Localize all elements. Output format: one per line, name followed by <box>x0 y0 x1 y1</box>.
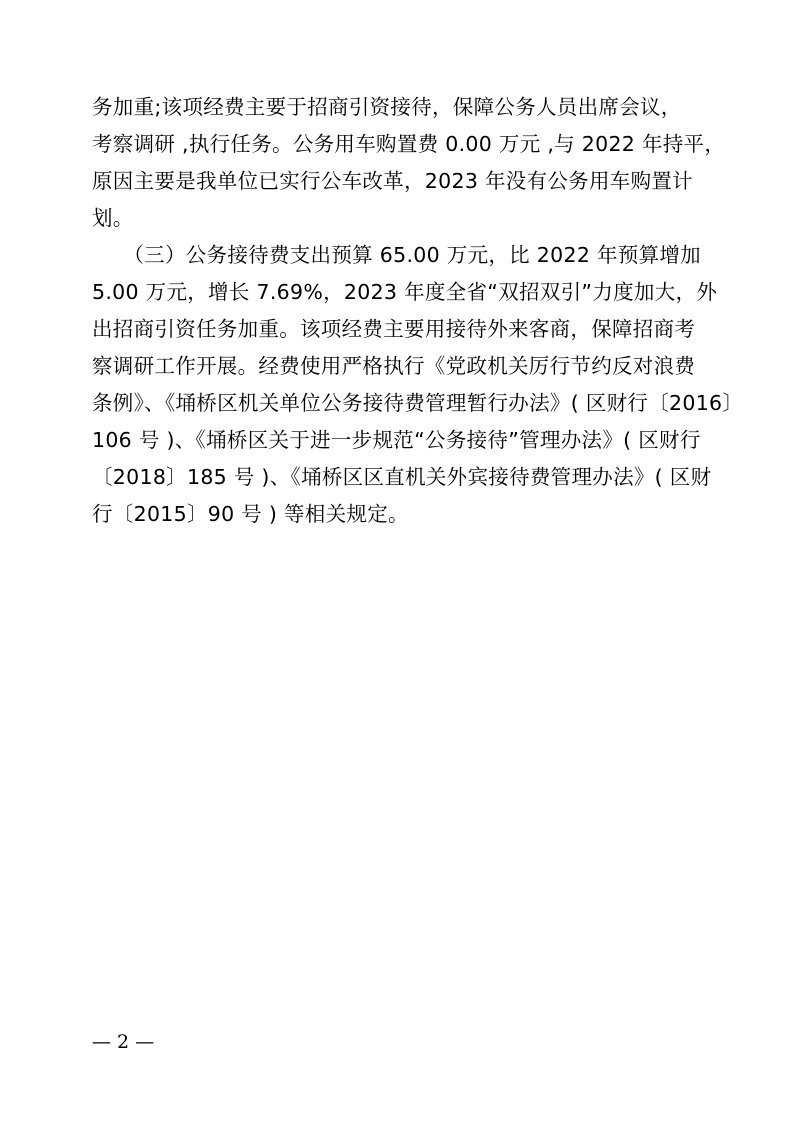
body-text <box>92 89 744 533</box>
text-line: 〔2018〕185 号 )、《埇桥区区直机关外宾接待费管理办法》( 区财 <box>92 465 712 489</box>
text-line: 划。 <box>92 206 134 230</box>
page-number: — 2 — <box>92 1031 155 1053</box>
text-line: 条例》、《埇桥区机关单位公务接待费管理暂行办法》( 区财行〔2016〕 <box>92 391 744 415</box>
text-line: 察调研工作开展。经费使用严格执行《党政机关厉行节约反对浪费 <box>92 354 696 378</box>
text-line: 原因主要是我单位已实行公车改革，2023 年没有公务用车购置计 <box>92 169 693 193</box>
paragraph-1 <box>92 89 726 237</box>
text-line: 务加重;该项经费主要于招商引资接待，保障公务人员出席会议， <box>92 95 682 119</box>
paragraph-2 <box>92 237 744 533</box>
text-line: 106 号 )、《埇桥区关于进一步规范“公务接待”管理办法》( 区财行 <box>92 428 701 452</box>
text-line: 考察调研 ,执行任务。公务用车购置费 0.00 万元 ,与 2022 年持平， <box>92 132 726 156</box>
text-line: 5.00 万元，增长 7.69%，2023 年度全省“双招双引”力度加大，外 <box>92 280 718 304</box>
text-line: 出招商引资任务加重。该项经费主要用接待外来客商，保障招商考 <box>92 317 696 341</box>
text-line: 行〔2015〕90 号 ) 等相关规定。 <box>92 502 409 526</box>
text-line: （三）公务接待费支出预算 65.00 万元，比 2022 年预算增加 <box>92 243 701 267</box>
